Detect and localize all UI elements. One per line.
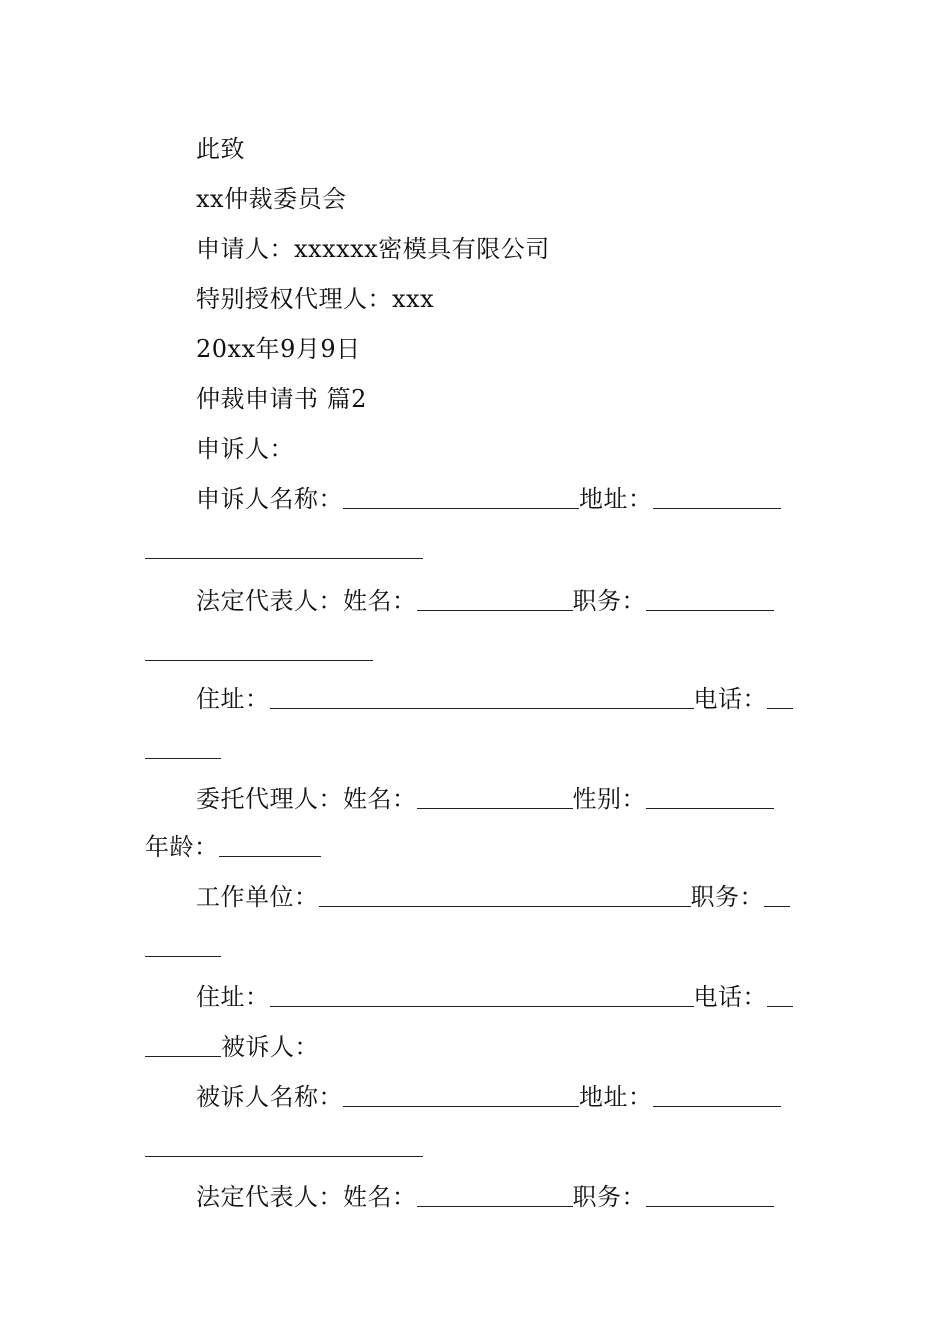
proxy-name-blank[interactable] <box>417 786 573 809</box>
workplace-row <box>196 882 790 912</box>
proxy-gender-blank[interactable] <box>646 786 774 809</box>
phone-blank[interactable] <box>767 686 793 709</box>
proxy-age-label: 年龄： <box>145 833 219 861</box>
respondent-name-blank[interactable] <box>343 1084 579 1107</box>
legal-rep-row <box>196 586 774 616</box>
proxy-age-row <box>145 832 321 862</box>
legal-rep-name-blank[interactable] <box>417 588 573 611</box>
addressee-line: xx仲裁委员会 <box>196 185 347 213</box>
respondent-name-label: 被诉人名称： <box>196 1083 343 1111</box>
legal-rep-position-label: 职务： <box>572 587 646 615</box>
residence2-row <box>196 982 793 1012</box>
complainant-address-label: 地址： <box>579 485 653 513</box>
proxy-label: 委托代理人：姓名： <box>196 785 417 813</box>
respondent-address-blank[interactable] <box>653 1084 781 1107</box>
closing-line: 此致 <box>196 135 245 163</box>
workplace-blank[interactable] <box>319 884 691 907</box>
proxy-gender-label: 性别： <box>572 785 646 813</box>
respondent-legal-rep-label: 法定代表人：姓名： <box>196 1183 417 1211</box>
residence2-label: 住址： <box>196 983 270 1011</box>
proxy-row <box>196 784 774 814</box>
respondent-address-label: 地址： <box>579 1083 653 1111</box>
respondent-heading: 被诉人： <box>221 1033 319 1061</box>
phone-label: 电话： <box>693 685 767 713</box>
phone2-blank-cont[interactable] <box>145 1034 221 1057</box>
complainant-name-row <box>196 484 781 514</box>
respondent-position-label: 职务： <box>572 1183 646 1211</box>
respondent-address-cont <box>145 1132 423 1162</box>
phone2-blank[interactable] <box>767 984 793 1007</box>
phone2-cont-row <box>145 1032 319 1062</box>
respondent-name-row <box>196 1082 781 1112</box>
section-title: 仲裁申请书 篇2 <box>196 385 367 413</box>
phone-cont <box>145 734 221 764</box>
workplace-label: 工作单位： <box>196 883 319 911</box>
phone-blank-cont[interactable] <box>145 736 221 759</box>
respondent-position-blank[interactable] <box>646 1184 774 1207</box>
agent-line: 特别授权代理人：xxx <box>196 285 435 313</box>
legal-rep-label: 法定代表人：姓名： <box>196 587 417 615</box>
complainant-address-blank-cont[interactable] <box>145 536 423 559</box>
workplace-position-cont <box>145 932 221 962</box>
workplace-position-blank[interactable] <box>764 884 790 907</box>
respondent-legal-rep-name-blank[interactable] <box>417 1184 573 1207</box>
legal-rep-cont <box>145 636 373 666</box>
complainant-address-cont <box>145 534 423 564</box>
applicant-line: 申请人：xxxxxx密模具有限公司 <box>196 235 550 263</box>
phone2-label: 电话： <box>693 983 767 1011</box>
workplace-position-blank-cont[interactable] <box>145 934 221 957</box>
legal-rep-position-blank[interactable] <box>646 588 774 611</box>
residence-blank[interactable] <box>270 686 694 709</box>
date-line: 20xx年9月9日 <box>196 335 361 363</box>
legal-rep-position-blank-cont[interactable] <box>145 638 373 661</box>
proxy-age-blank[interactable] <box>219 834 321 857</box>
complainant-name-blank[interactable] <box>343 486 579 509</box>
residence2-blank[interactable] <box>270 984 694 1007</box>
complainant-heading: 申诉人： <box>196 435 294 463</box>
respondent-address-blank-cont[interactable] <box>145 1134 423 1157</box>
residence-label: 住址： <box>196 685 270 713</box>
complainant-name-label: 申诉人名称： <box>196 485 343 513</box>
respondent-legal-rep-row <box>196 1182 774 1212</box>
complainant-address-blank[interactable] <box>653 486 781 509</box>
residence-row <box>196 684 793 714</box>
workplace-position-label: 职务： <box>690 883 764 911</box>
